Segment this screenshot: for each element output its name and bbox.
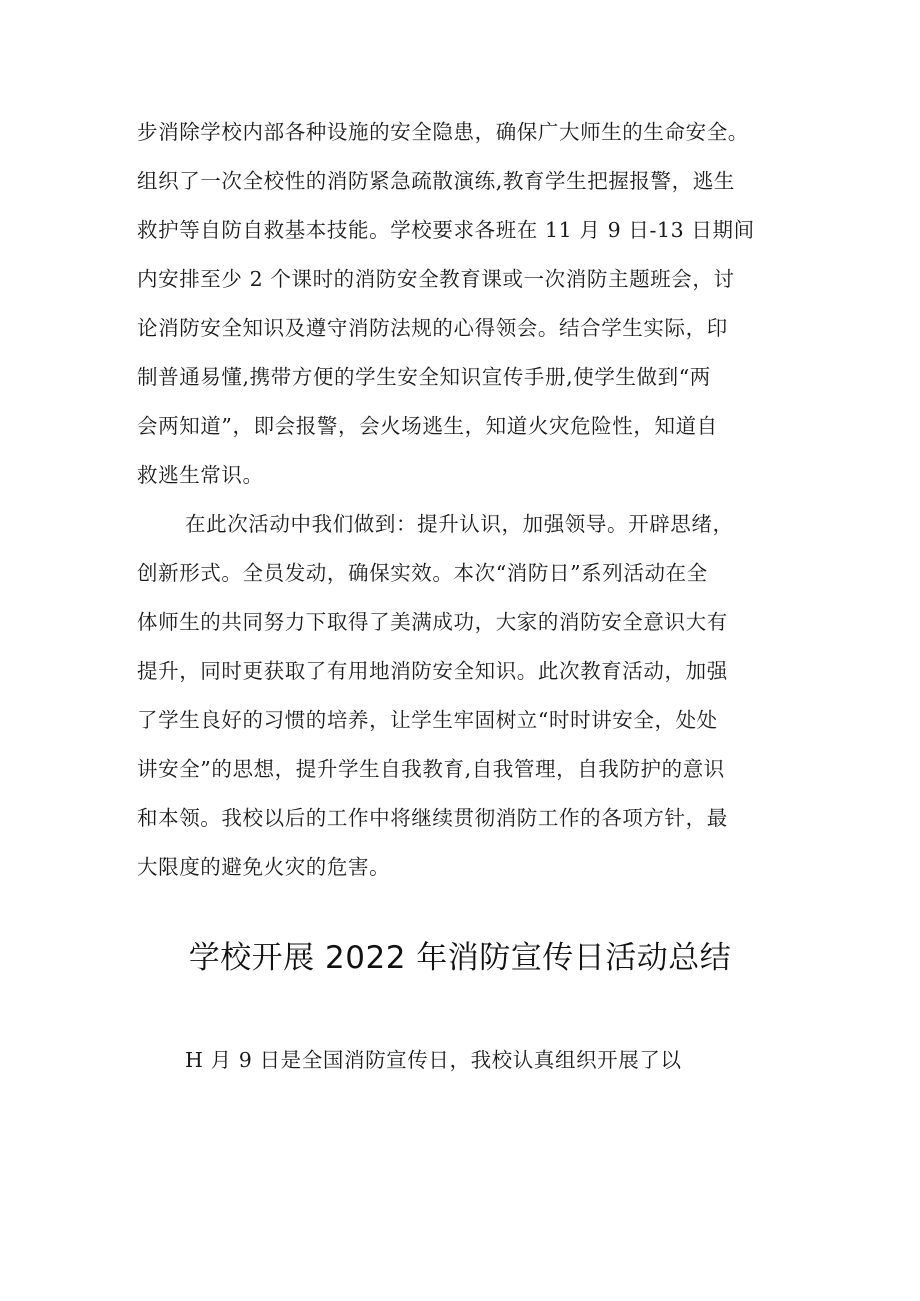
paragraph-2-line: 大限度的避免火灾的危害。 (137, 855, 391, 879)
paragraph-1-line: 内安排至少 2 个课时的消防安全教育课或一次消防主题班会，讨 (137, 267, 735, 291)
paragraph-1-line: 论消防安全知识及遵守消防法规的心得领会。结合学生实际，印 (137, 316, 728, 340)
paragraph-2-line: 提升，同时更获取了有用地消防安全知识。此次教育活动，加强 (137, 659, 728, 683)
paragraph-3-line: H 月 9 日是全国消防宣传日，我校认真组织开展了以 (185, 1048, 682, 1072)
paragraph-1-line: 步消除学校内部各种设施的安全隐患，确保广大师生的生命安全。 (137, 120, 749, 144)
paragraph-1-line: 会两知道”，即会报警，会火场逃生，知道火灾危险性，知道自 (137, 414, 718, 438)
section-heading: 学校开展 2022 年消防宣传日活动总结 (188, 940, 732, 976)
paragraph-2-line: 创新形式。全员发动，确保实效。本次“消防日”系列活动在全 (137, 561, 708, 585)
paragraph-1-line: 制普通易懂,携带方便的学生安全知识宣传手册,使学生做到“两 (137, 365, 711, 389)
paragraph-1-line: 救护等自防自救基本技能。学校要求各班在 11 月 9 日-13 日期间 (137, 218, 755, 242)
paragraph-2-line: 体师生的共同努力下取得了美满成功，大家的消防安全意识大有 (137, 610, 728, 634)
paragraph-1-line: 救逃生常识。 (137, 463, 264, 487)
paragraph-2-line: 和本领。我校以后的工作中将继续贯彻消防工作的各项方针，最 (137, 806, 728, 830)
paragraph-1-line: 组织了一次全校性的消防紧急疏散演练,教育学生把握报警，逃生 (137, 169, 735, 193)
paragraph-2-line: 讲安全”的思想，提升学生自我教育,自我管理，自我防护的意识 (137, 757, 725, 781)
paragraph-2-line: 在此次活动中我们做到：提升认识，加强领导。开辟思绪， (185, 512, 734, 536)
paragraph-2-line: 了学生良好的习惯的培养，让学生牢固树立“时时讲安全，处处 (137, 708, 718, 732)
